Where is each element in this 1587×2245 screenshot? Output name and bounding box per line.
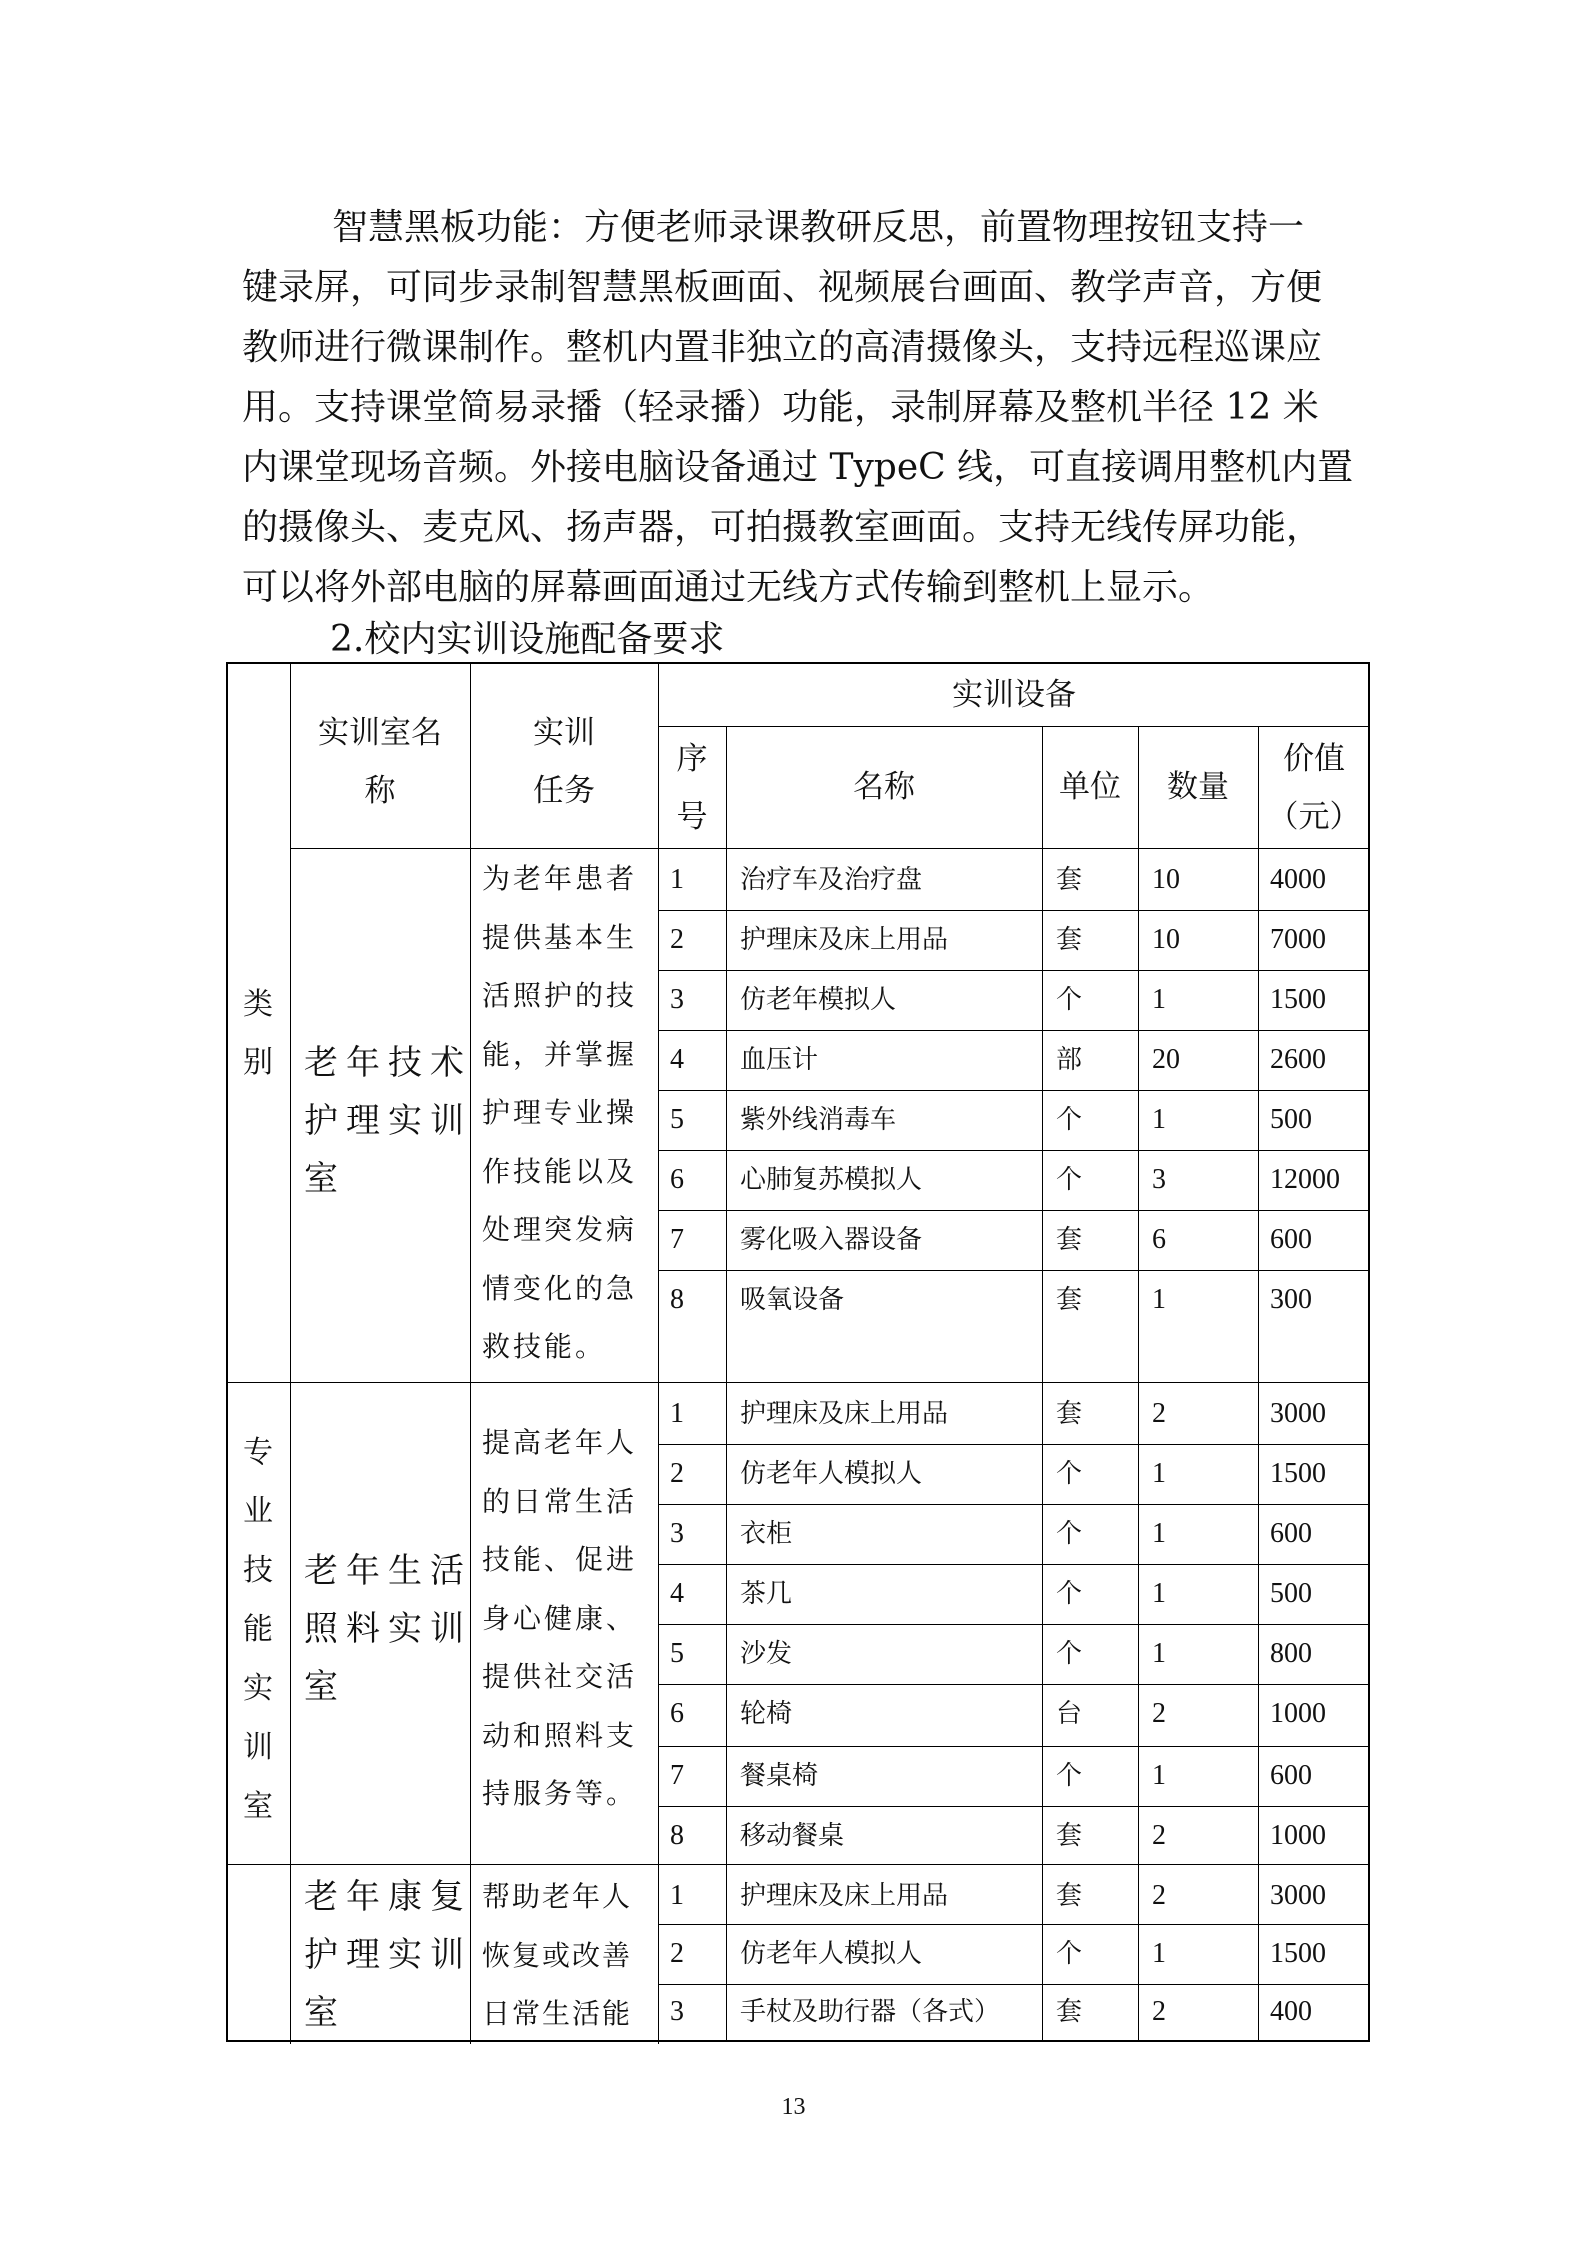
paragraph-line: 用。支持课堂简易录播（轻录播）功能，录制屏幕及整机半径 12 米 bbox=[242, 387, 1319, 428]
header-task: 实训 任务 bbox=[533, 715, 595, 809]
category-char: 别 bbox=[243, 1045, 273, 1080]
room-name: 老年康复护理实训室 bbox=[304, 1877, 472, 2033]
paragraph-line: 内课堂现场音频。外接电脑设备通过 TypeC 线，可直接调用整机内置 bbox=[242, 447, 1354, 488]
paragraph-line: 键录屏，可同步录制智慧黑板画面、视频展台画面、教学声音，方便 bbox=[242, 267, 1323, 308]
header-unit: 单位 bbox=[1059, 769, 1121, 805]
category-char: 业 bbox=[243, 1494, 273, 1529]
category-char: 训 bbox=[243, 1730, 273, 1765]
room-name: 老年生活照料实训室 bbox=[304, 1551, 472, 1707]
section-title: 2.校内实训设施配备要求 bbox=[330, 619, 725, 660]
equipment-table: 实训室名 称 实训 任务 实训设备 序 号 名称 单位 数量 价值 （元） 类 别 专 业 技 能 实 训 室 老年技术护理实训室 为老年患者提供基本生活照护的技能，并掌握护理专业操作技能以及处理突发病情变化的急救技能。 老年生活照料实训室 提高老年人的日常生活技能、促进身心健康、提供社交活动和照料支持服务等。 老年康复护理实训室 帮助老年人恢复或改善日常生活能 1 治疗车及治疗盘 套 10 4000 2 护理床及床上用品 套 10 7000 3 仿老年模拟人 个 1 1500 4 血压计 部 20 2600 5 紫外线消毒车 个 1 500 6 心肺复苏模拟人 个 3 12000 7 雾化吸入器设备 套 6 600 8 吸氧设备 套 1 300 1 护理床及床上用品 套 2 3000 2 仿老年人模拟人 个 1 1500 3 衣柜 个 1 600 4 茶几 个 1 500 5 沙发 个 1 800 6 轮椅 台 2 1000 7 餐桌椅 个 1 600 8 移动餐桌 套 2 1000 1 护理床及床上用品 套 2 3000 2 仿老年人模拟人 个 1 1500 3 手杖及助行器（各式） 套 2 400 bbox=[226, 662, 1370, 2042]
header-price: 价值 （元） bbox=[1267, 741, 1361, 835]
paragraph-line: 可以将外部电脑的屏幕画面通过无线方式传输到整机上显示。 bbox=[242, 567, 1215, 608]
header-name: 名称 bbox=[853, 769, 915, 805]
category-char: 技 bbox=[243, 1553, 273, 1588]
paragraph-line: 的摄像头、麦克风、扬声器，可拍摄教室画面。支持无线传屏功能， bbox=[242, 507, 1323, 548]
category-char: 专 bbox=[243, 1435, 273, 1470]
training-task: 为老年患者提供基本生活照护的技能，并掌握护理专业操作技能以及处理突发病情变化的急救技能。 bbox=[482, 862, 638, 1363]
category-char: 类 bbox=[243, 987, 273, 1022]
header-qty: 数量 bbox=[1167, 769, 1229, 805]
training-task: 帮助老年人恢复或改善日常生活能 bbox=[482, 1880, 633, 2030]
training-task: 提高老年人的日常生活技能、促进身心健康、提供社交活动和照料支持服务等。 bbox=[482, 1426, 638, 1810]
category-char: 实 bbox=[243, 1671, 273, 1706]
header-equipment: 实训设备 bbox=[952, 677, 1076, 713]
paragraph-line: 智慧黑板功能：方便老师录课教研反思，前置物理按钮支持一 bbox=[332, 207, 1305, 248]
category-char: 能 bbox=[243, 1612, 273, 1647]
header-seq: 序 号 bbox=[676, 741, 708, 835]
page-number: 13 bbox=[781, 2094, 806, 2120]
category-char: 室 bbox=[243, 1789, 273, 1824]
header-room-name: 实训室名 称 bbox=[318, 715, 442, 809]
room-name: 老年技术护理实训室 bbox=[304, 1043, 472, 1199]
paragraph-line: 教师进行微课制作。整机内置非独立的高清摄像头，支持远程巡课应 bbox=[242, 327, 1323, 368]
